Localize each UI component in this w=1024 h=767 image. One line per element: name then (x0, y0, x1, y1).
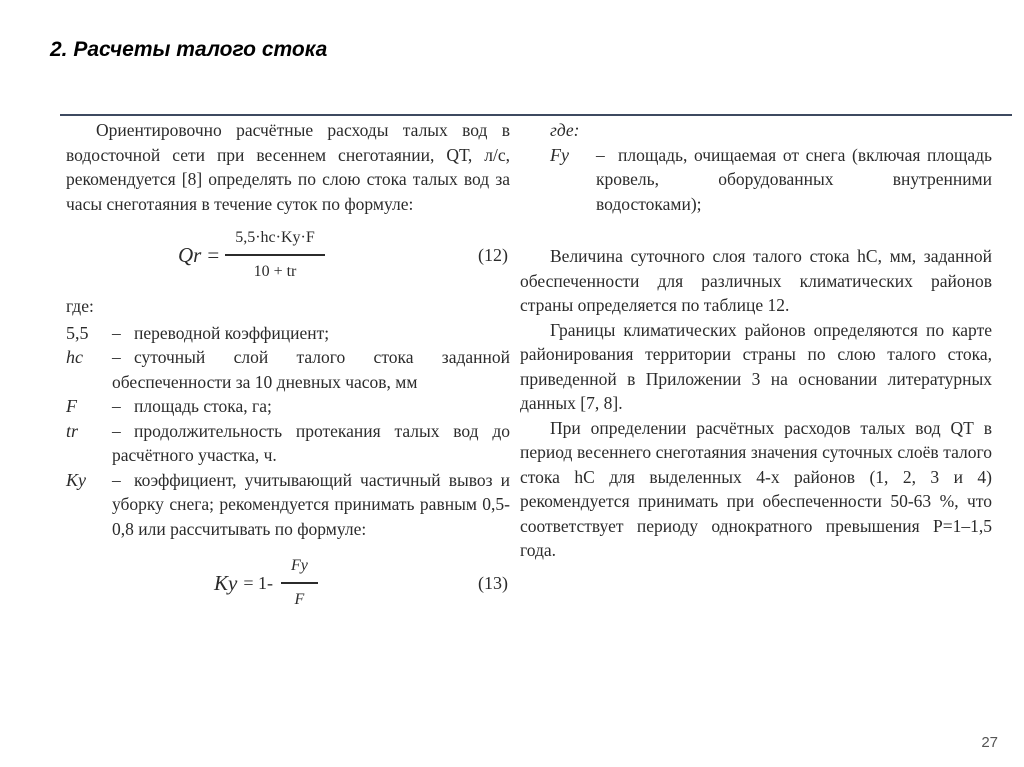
formula-13 (66, 543, 510, 623)
paragraph: Величина суточного слоя талого стока hС, мм, заданной обеспеченности для различных климатических районов страны определяется по таблице 12. (520, 246, 992, 315)
page-number: 27 (981, 734, 998, 751)
formula-12-lhs: Qr (178, 242, 202, 267)
formula-13-denominator: F (294, 590, 305, 608)
definition-row (66, 321, 510, 346)
formula-13-numerator: Fy (290, 556, 308, 574)
definition-text: – продолжительность протекания талых вод до расчётного участка, ч. (112, 420, 510, 465)
formula-12-fraction (225, 226, 325, 285)
definition-row (66, 419, 510, 468)
formula-12-denominator: 10 + tr (253, 262, 297, 280)
slide-title: 2. Расчеты талого стока (50, 38, 328, 61)
definition-symbol: 5,5 (66, 322, 89, 343)
definition-text: – площадь, очищаемая от снега (включая площадь кровель, оборудованных внутренними водостоками); (596, 144, 992, 214)
left-column (66, 118, 510, 623)
formula-12 (66, 216, 510, 294)
definition-text: – площадь стока, га; (112, 396, 272, 416)
definitions-list (66, 321, 510, 542)
definition-text: – коэффициент, учитывающий частичный вывоз и уборку снега; рекомендуется принимать равным 0,5-0,8 или рассчитывать по формуле: (112, 469, 510, 539)
formula-13-eq: = 1- (243, 572, 273, 593)
title-divider (60, 114, 1012, 116)
formula-12-number: (12) (478, 244, 508, 265)
definition-text: – суточный слой талого стока заданной обеспеченности за 10 дневных часов, мм (112, 347, 510, 392)
where-label: где: (66, 296, 94, 316)
formula-13-number: (13) (478, 572, 508, 593)
definition-row (66, 468, 510, 542)
paragraph: Границы климатических районов определяются по карте районирования территории страны по слою талого стока, приведенной в Приложении 3 на основании литературных данных [7, 8]. (520, 319, 992, 413)
definition-symbol: tr (66, 420, 79, 441)
formula-13-fraction (281, 554, 318, 613)
definition-symbol: Ky (66, 469, 86, 490)
where-label: где: (550, 120, 580, 140)
formula-12-eq: = (207, 242, 220, 267)
formula-12-numerator: 5,5·hc·Ky·F (235, 228, 315, 246)
definition-text: – переводной коэффициент; (112, 322, 330, 343)
formula-13-lhs: Ky (214, 570, 238, 595)
definition-symbol: Fy (550, 144, 569, 165)
definition-row (66, 394, 510, 419)
right-column (520, 118, 992, 563)
intro-paragraph: Ориентировочно расчётные расходы талых вод в водосточной сети при весеннем снеготаянии, QТ, л/с, рекомендуется [8] определять по слою стока талых вод за часы снеготаяния в течение суток по формуле: (66, 120, 510, 214)
paragraph: При определении расчётных расходов талых вод QТ в период весеннего снеготаяния значения суточных слоёв талого стока hС для выделенных 4-х районов (1, 2, 3 и 4) рекомендуется принимать при обеспеченности 50-63 %, что соответствует периоду однократного превышения P=1–1,5 года. (520, 417, 992, 560)
definition-symbol: F (66, 396, 77, 416)
definition-symbol: hc (66, 347, 83, 367)
definition-row (66, 345, 510, 394)
definition-row (550, 143, 992, 217)
